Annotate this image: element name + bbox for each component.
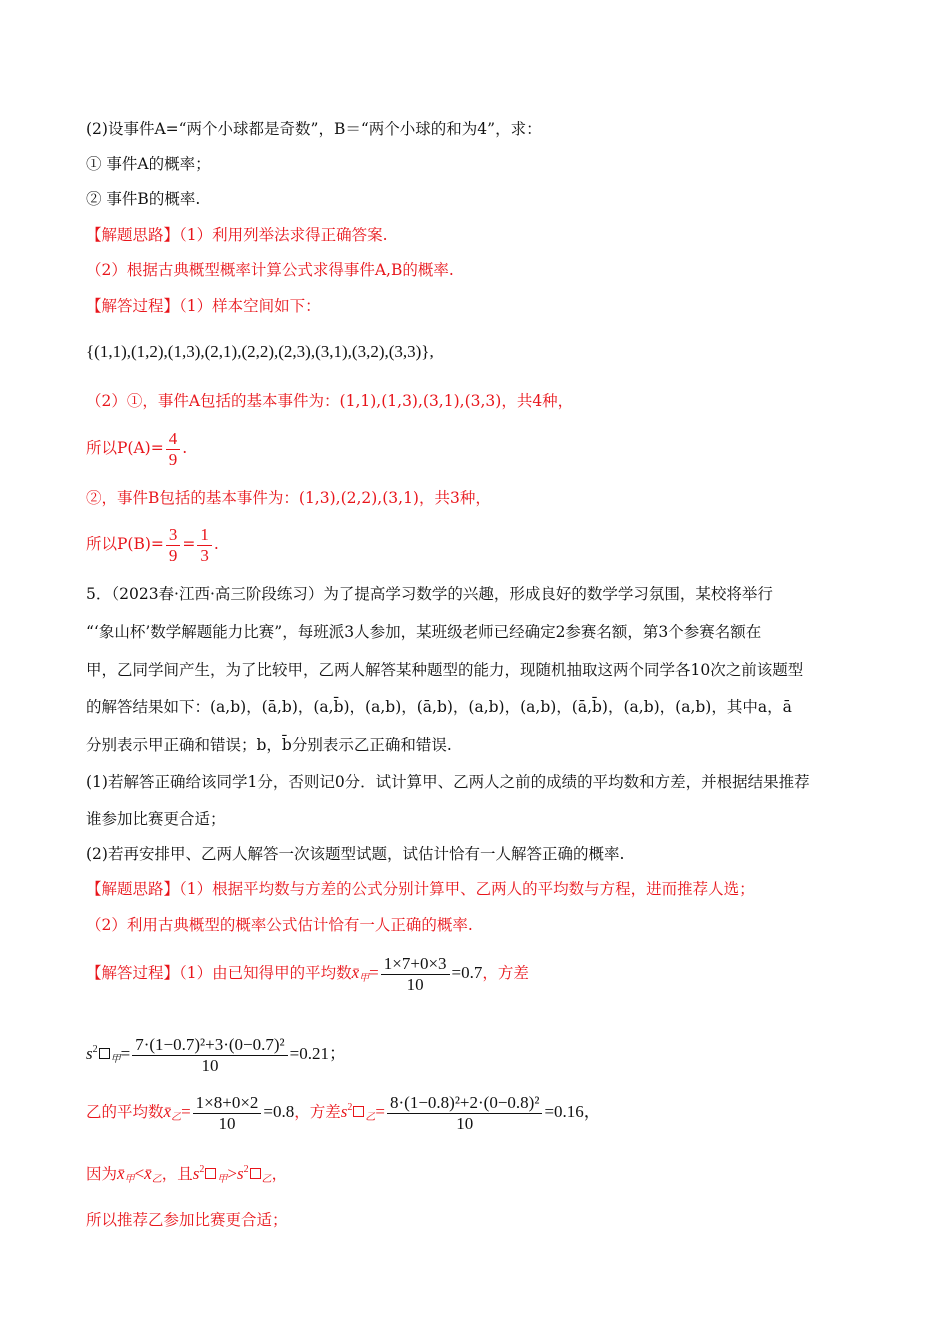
q5-sub-jia-4: 甲 <box>217 1174 228 1185</box>
q4-pa-num: 4 <box>166 429 181 450</box>
q5-mean-yi-val: =0.8 <box>263 1102 295 1121</box>
q5-mean-yi-fraction <box>193 1093 262 1134</box>
q4-pa-prefix: 所以P(A)= <box>86 439 164 457</box>
q4-pa-line: 所以P(A)= $\frac{4}{9}$ . <box>86 428 188 469</box>
q5-because-end: ， <box>271 1165 288 1183</box>
q5-mean-yi-num: 1×8+0×2 <box>193 1093 262 1114</box>
q4-pa-fraction <box>166 429 181 470</box>
q5-conclusion: 所以推荐乙参加比赛更合适； <box>86 1211 288 1229</box>
q5-sub-yi-2: 乙 <box>365 1112 376 1123</box>
q5-var-jia-den: 10 <box>201 1055 219 1075</box>
q5-because-prefix: 因为 <box>86 1165 118 1183</box>
q4-event-b: ②，事件B包括的基本事件为：(1,3),(2,2),(3,1)，共3种， <box>86 489 491 507</box>
q4-pb-fraction-1 <box>166 525 181 566</box>
q5-mean-yi-den: 10 <box>218 1113 236 1133</box>
q5-line-4: 的解答结果如下：(a,b)，(ā,b)，(a,b̄)，(a,b)，(ā,b)，(a,b)，(a,b)，(ā,b̄)，(a,b)，(a,b)，其中a，ā <box>86 698 792 716</box>
q5-mean-jia-line: 【解答过程】（1）由已知得甲的平均数$x̄_甲=$ $\frac{1\times 7+0\times 3}{10}$ =0.7，方差 <box>86 953 529 994</box>
q4-pa-den: 9 <box>168 449 178 469</box>
q4-part2-item2: ② 事件B的概率. <box>86 190 201 208</box>
q4-pb-num-2: 1 <box>197 525 212 546</box>
q4-event-a: （2）①，事件A包括的基本事件为：(1,1),(1,3),(3,1),(3,3)，共4种， <box>86 392 574 410</box>
q5-sub-jia-1: 甲 <box>359 973 370 984</box>
q5-process-prefix: 【解答过程】（1）由已知得甲的平均数 <box>86 964 352 982</box>
q5-sub-yi-4: 乙 <box>261 1174 272 1185</box>
q5-because-line: 因为$x̄_甲<x̄_乙$，且$s^2_甲>s^2_乙$， <box>86 1164 288 1185</box>
q5-sub1-a: (1)若解答正确给该同学1分，否则记0分．试计算甲、乙两人之前的成绩的平均数和方差，并根据结果推荐 <box>86 773 810 791</box>
q5-idea-1: 【解题思路】（1）根据平均数与方差的公式分别计算甲、乙两人的平均数与方程，进而推荐人选； <box>86 880 755 898</box>
q5-sub-yi-3: 乙 <box>151 1174 162 1185</box>
q5-variance-label: ，方差 <box>482 964 529 982</box>
q5-line-5: 分别表示甲正确和错误；b，b̄分别表示乙正确和错误. <box>86 736 452 754</box>
q5-yi-line: 乙的平均数$x̄_乙=$ $\frac{1\times 8+0\times 2}{10}$ =0.8，方差$s^2_乙=$ $\frac{\text{8·(1−0.8)²+2·(0−0.8)²}}{10}$ =0.16， <box>86 1092 601 1133</box>
q5-mean-yi-label: 乙的平均数 <box>86 1103 164 1121</box>
q5-var-yi-fraction <box>387 1093 542 1134</box>
q5-var-yi-den: 10 <box>456 1113 474 1133</box>
q5-var-jia-fraction <box>132 1035 287 1076</box>
q4-sample-space: {(1,1),(1,2),(1,3),(2,1),(2,2),(2,3),(3,1),(3,2),(3,3)}, <box>86 342 434 361</box>
q4-idea-1: 【解题思路】（1）利用列举法求得正确答案. <box>86 226 388 244</box>
q5-variance-label-2: ，方差 <box>294 1103 341 1121</box>
q4-pb-den-2: 3 <box>200 545 209 565</box>
q5-sub-jia-2: 甲 <box>110 1054 121 1065</box>
q5-var-jia-line: $s^2_甲=$ $\frac{\text{7·(1−0.7)²+3·(0−0.7)²}}{10}$ =0.21； <box>86 1034 346 1075</box>
q5-line-1: 5．（2023春·江西·高三阶段练习）为了提高学习数学的兴趣，形成良好的数学学习氛围，某校将举行 <box>86 585 773 603</box>
q5-sub-jia-3: 甲 <box>124 1174 135 1185</box>
q4-pb-prefix: 所以P(B)= <box>86 535 164 553</box>
q5-sub1-b: 谁参加比赛更合适； <box>86 810 226 828</box>
q4-part2-question: (2)设事件A=“两个小球都是奇数”，B＝“两个小球的和为4”，求： <box>86 120 542 138</box>
q4-process-1: 【解答过程】（1）样本空间如下： <box>86 297 321 315</box>
q5-sub-yi-1: 乙 <box>171 1112 182 1123</box>
q5-mean-jia-fraction <box>381 954 450 995</box>
q5-line-3: 甲，乙同学间产生，为了比较甲，乙两人解答某种题型的能力，现随机抽取这两个同学各10次之前该题型 <box>86 661 804 679</box>
q5-line-2: “‘象山杯’数学解题能力比赛”，每班派3人参加，某班级老师已经确定2参赛名额，第3个参赛名额在 <box>86 623 762 641</box>
q5-var-jia-num: 7·(1−0.7)²+3·(0−0.7)² <box>132 1035 287 1056</box>
q5-mean-jia-val: =0.7 <box>451 963 483 982</box>
q5-sub2: (2)若再安排甲、乙两人解答一次该题型试题，试估计恰有一人解答正确的概率. <box>86 845 625 863</box>
q5-var-yi-val: =0.16， <box>544 1102 601 1121</box>
q4-pb-fraction-2 <box>197 525 212 566</box>
q4-pb-line: 所以P(B)= $\frac{3}{9}$ = $\frac{1}{3}$ . <box>86 524 219 565</box>
q4-part2-item1: ① 事件A的概率； <box>86 155 211 173</box>
q5-mean-jia-den: 10 <box>406 974 424 994</box>
q5-var-jia-val: =0.21； <box>289 1044 346 1063</box>
q4-idea-2: （2）根据古典概型概率计算公式求得事件A,B的概率. <box>86 261 454 279</box>
q4-pb-den-1: 9 <box>168 545 178 565</box>
q4-pb-num-1: 3 <box>166 525 181 546</box>
q5-var-yi-num: 8·(1−0.8)²+2·(0−0.8)² <box>387 1093 542 1114</box>
q5-because-mid: ，且 <box>161 1165 193 1183</box>
q5-idea-2: （2）利用古典概型的概率公式估计恰有一人正确的概率. <box>86 916 473 934</box>
q5-mean-jia-num: 1×7+0×3 <box>381 954 450 975</box>
